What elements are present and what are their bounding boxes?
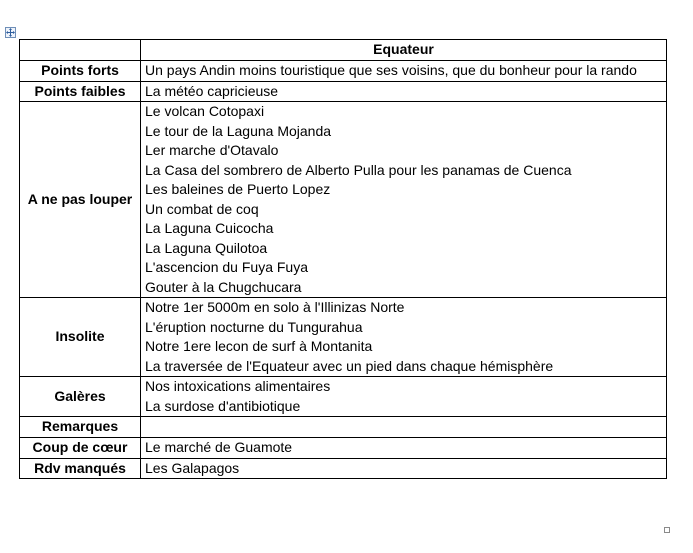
row-label: Galères [20,377,141,417]
header-empty-cell [20,40,141,61]
table-row [20,417,667,438]
content-line: La Laguna Cuicocha [145,220,274,236]
table-row [20,298,667,377]
content-line: Notre 1er 5000m en solo à l'Illinizas Norte [145,299,405,315]
row-label: Rdv manqués [20,458,141,479]
content-line: Gouter à la Chugchucara [145,278,302,295]
row-content [141,417,667,438]
content-line: La Laguna Quilotoa [145,239,268,256]
table-row [20,61,667,82]
content-line: Ler marche d'Otavalo [145,142,279,158]
header-country-cell: Equateur [141,40,667,61]
row-content [141,438,667,459]
content-line: Notre 1ere lecon de surf à Montanita [145,338,373,354]
table-row [20,377,667,417]
content-line: La météo capricieuse [145,82,279,99]
row-label: Points faibles [20,81,141,102]
row-label: Insolite [20,298,141,377]
table-row [20,438,667,459]
table-body [20,61,667,479]
content-line: Le volcan Cotopaxi [145,103,265,119]
table-row [20,458,667,479]
content-line: Les Galapagos [145,459,240,476]
content-line: Un combat de coq [145,200,259,217]
content-line: La surdose d'antibiotique [145,397,301,414]
row-content [141,377,667,417]
row-label: A ne pas louper [20,102,141,298]
content-line: Le marché de Guamote [145,439,293,455]
row-content [141,61,667,82]
row-label: Points forts [20,61,141,82]
content-line: Le tour de la Laguna Mojanda [145,122,332,139]
content-line: L'éruption nocturne du Tungurahua [145,318,363,335]
content-line: La Casa del sombrero de Alberto Pulla pour les panamas de Cuenca [145,161,572,178]
row-label: Coup de cœur [20,438,141,459]
content-line: Un pays Andin moins touristique que ses voisins, que du bonheur pour la rando [145,62,637,78]
content-line: La traversée de l'Equateur avec un pied dans chaque hémisphère [145,357,554,374]
table-header-row [20,40,667,61]
row-label: Remarques [20,417,141,438]
table-row [20,81,667,102]
row-content [141,298,667,377]
row-content [141,102,667,298]
row-content [141,458,667,479]
content-line: Les baleines de Puerto Lopez [145,181,331,197]
table-resize-handle-icon[interactable] [664,527,670,533]
content-line: L'ascencion du Fuya Fuya [145,259,308,275]
content-line: Nos intoxications alimentaires [145,378,331,394]
table-row [20,102,667,298]
row-content [141,81,667,102]
summary-table [19,39,667,479]
table-move-handle-icon[interactable] [5,27,16,38]
